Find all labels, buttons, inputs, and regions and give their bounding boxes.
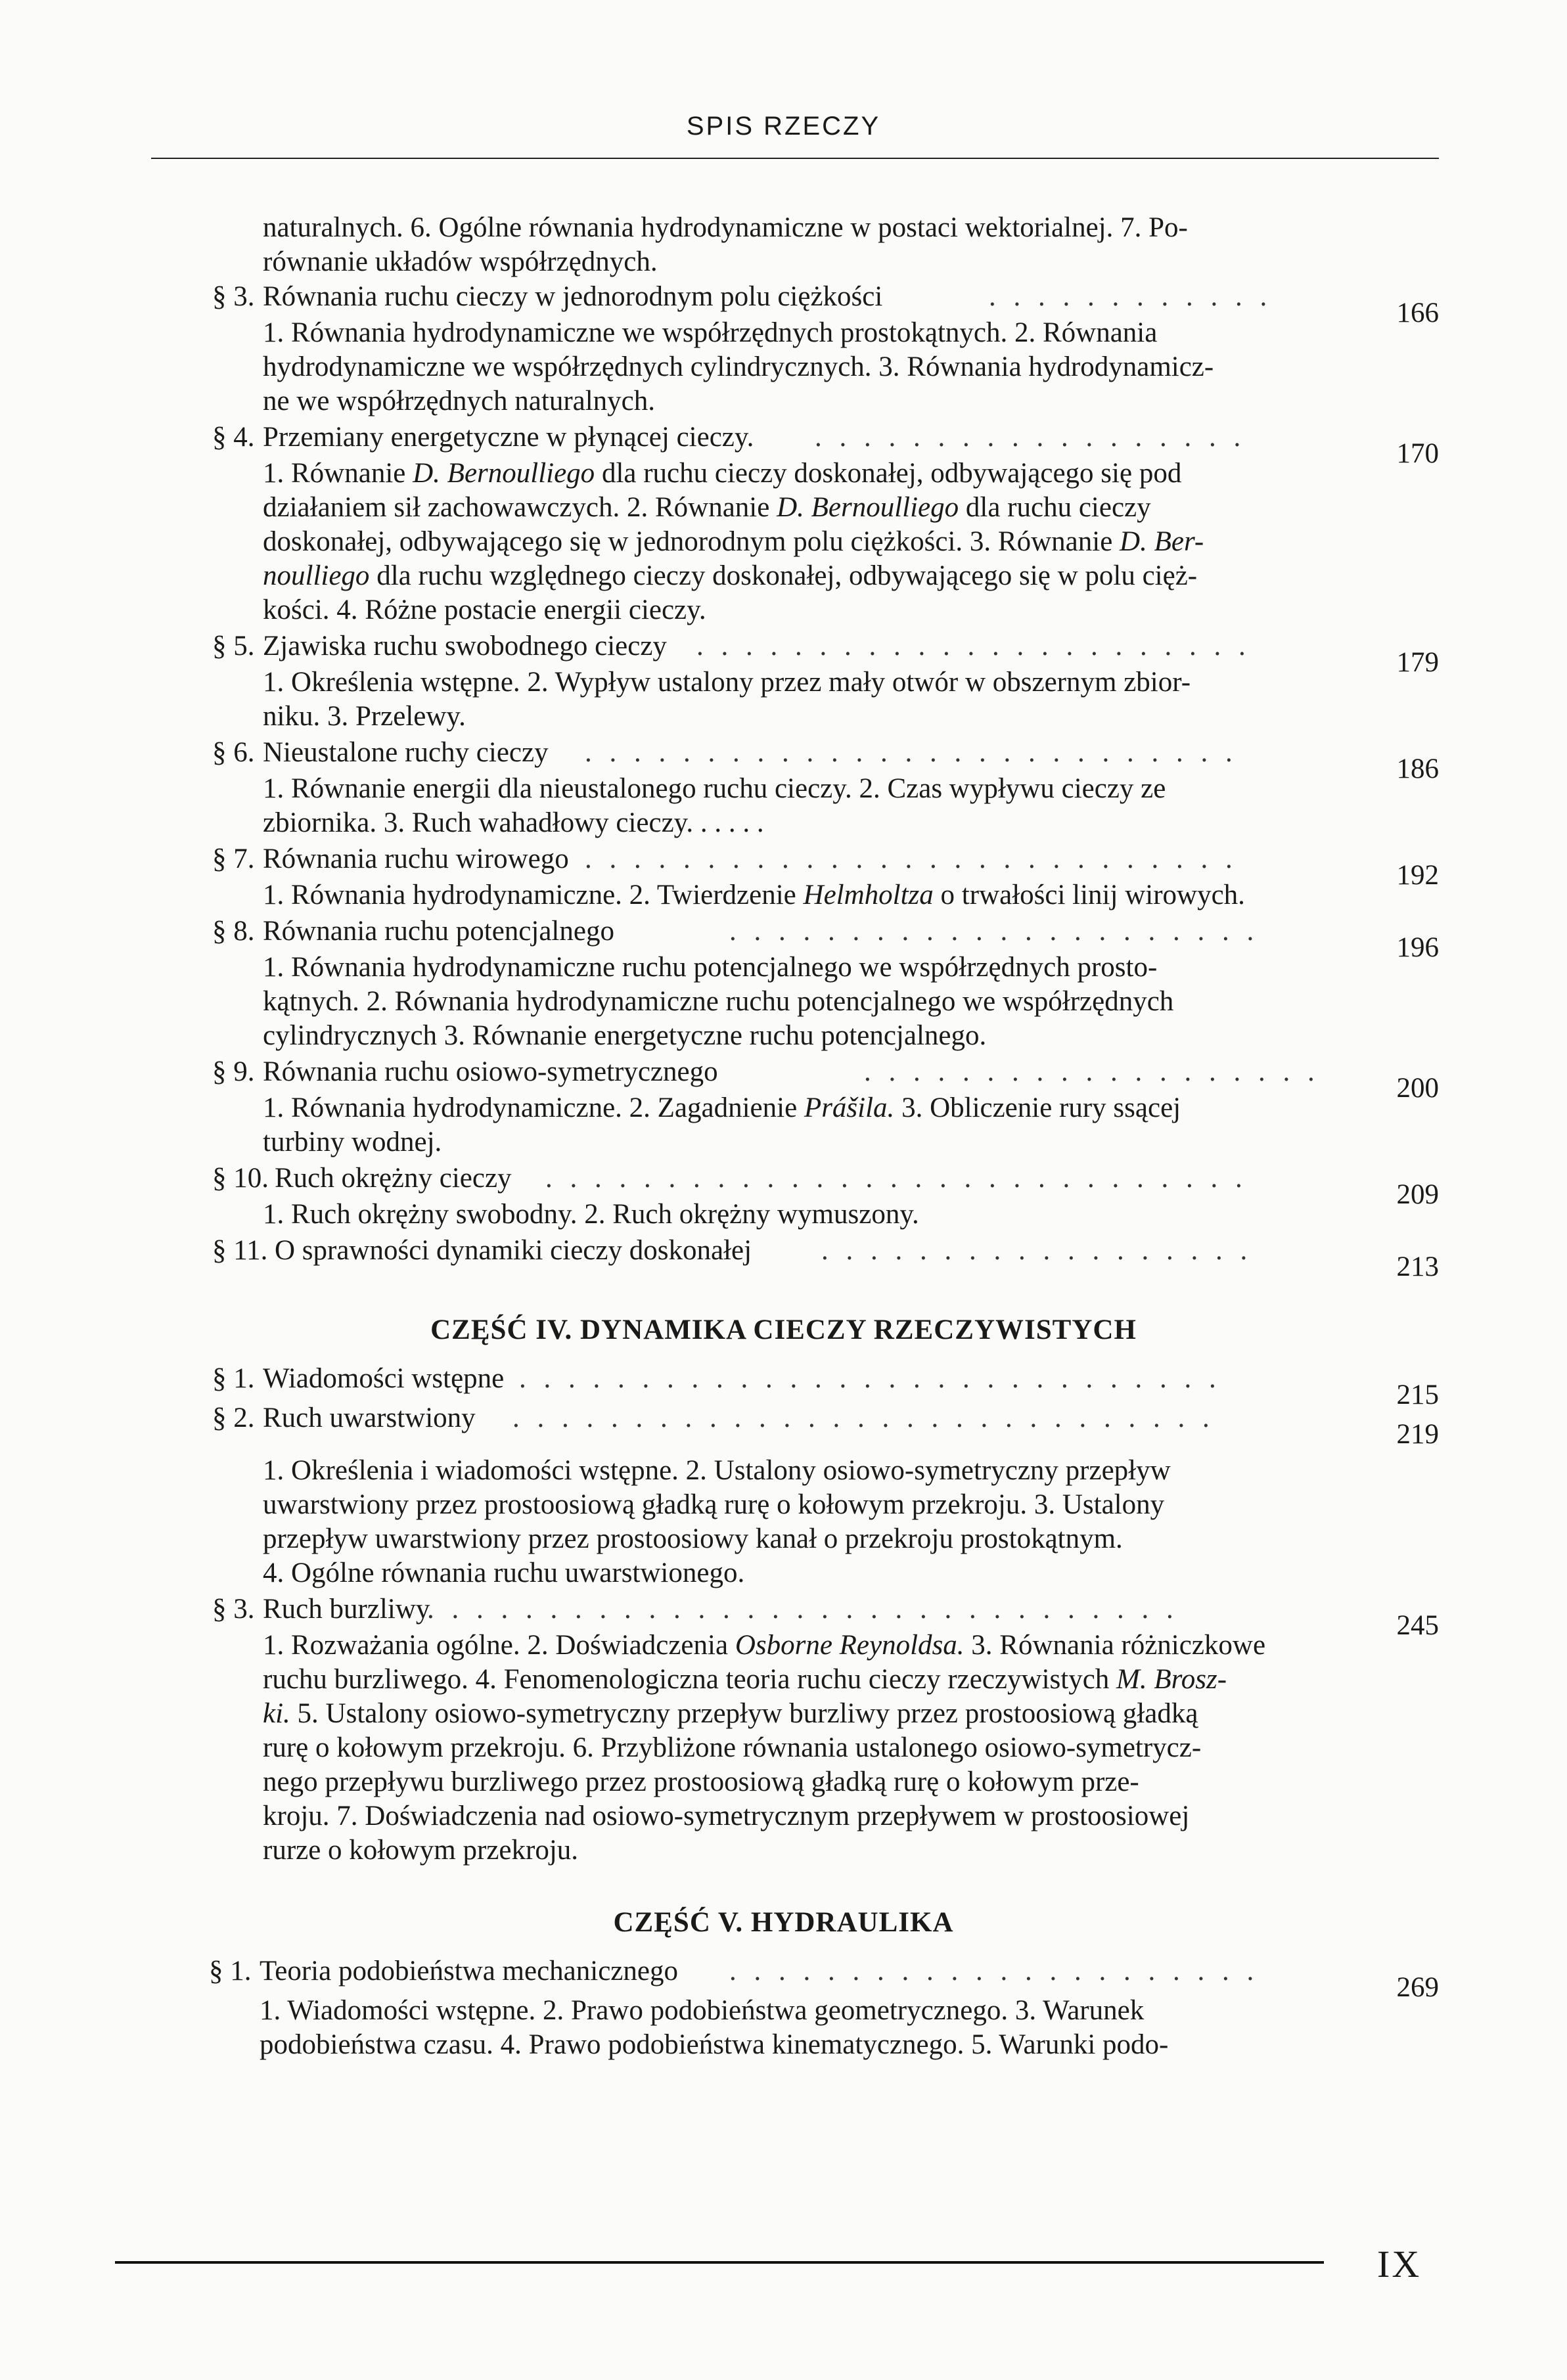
folio-page-number: IX: [1377, 2243, 1422, 2285]
toc-text-run: dla ruchu względnego cieczy doskonałej, odbywającego się w polu cięż-: [376, 560, 1198, 591]
toc-text: uwarstwiony przez prostoosiową gładką rurę o kołowym przekroju. 3. Ustalony: [263, 1489, 1165, 1520]
page-number: 186: [1396, 753, 1439, 784]
leader-dots: . . . . . . . . . . . . . . . . . . . . . .: [729, 1956, 1260, 1987]
toc-text: kątnych. 2. Równania hydrodynamiczne ruchu potencjalnego we współrzędnych: [263, 986, 1174, 1017]
toc-text: zbiornika. 3. Ruch wahadłowy cieczy. . . . . .: [263, 807, 764, 838]
toc-text-italic: Ber-: [1154, 526, 1204, 557]
toc-text: podobieństwa czasu. 4. Prawo podobieństwa kinematycznego. 5. Warunki podo-: [260, 2029, 1169, 2060]
leader-dots: . . . . . . . . . . . .: [989, 281, 1273, 312]
section-number: § 8.: [212, 916, 255, 947]
toc-text: 1. Określenia wstępne. 2. Wypływ ustalony przez mały otwór w obszernym zbior-: [263, 667, 1191, 698]
part-heading: CZĘŚĆ IV. DYNAMIKA CIECZY RZECZYWISTYCH: [430, 1314, 1137, 1345]
toc-text-italic: D.: [1120, 526, 1147, 557]
toc-text: hydrodynamiczne we współrzędnych cylindrycznych. 3. Równania hydrodynamicz-: [263, 351, 1214, 382]
page-number: 269: [1396, 1972, 1439, 2003]
section-title: Ruch burzliwy: [263, 1594, 430, 1625]
toc-text: cylindrycznych 3. Równanie energetyczne ruchu potencjalnego.: [263, 1020, 987, 1051]
section-number: § 10.: [212, 1163, 269, 1194]
page-number: 209: [1396, 1179, 1439, 1210]
toc-text: rurę o kołowym przekroju. 6. Przybliżone równania ustalonego osiowo-symetrycz-: [263, 1732, 1202, 1763]
leader-dots: . . . . . . . . . . . . . . . . . . . . . . .: [696, 631, 1251, 662]
toc-text-italic: Bernoulliego: [811, 492, 959, 523]
page-number: 179: [1396, 647, 1439, 678]
leader-dots: . . . . . . . . . . . . . . . . . .: [815, 422, 1246, 453]
section-title: Teoria podobieństwa mechanicznego: [260, 1956, 678, 1987]
toc-text-run: 1. Równania hydrodynamiczne. 2. Zagadnienie: [263, 1092, 798, 1123]
toc-text-run: 5. Ustalony osiowo-symetryczny przepływ burzliwy przez prostoosiową gładką: [297, 1698, 1198, 1729]
toc-text: 1. Równania hydrodynamiczne ruchu potencjalnego we współrzędnych prosto-: [263, 952, 1158, 983]
toc-text-italic: D.: [777, 492, 804, 523]
page-number: 213: [1396, 1251, 1439, 1282]
toc-text-run: 3. Równania różniczkowe: [971, 1630, 1266, 1661]
leader-dots: . . . . . . . . . . . . . . . . . . .: [864, 1056, 1320, 1087]
toc-text-italic: M. Brosz-: [1116, 1664, 1227, 1695]
section-number: § 5.: [212, 631, 255, 662]
section-number: § 6.: [212, 737, 255, 768]
page-number: 219: [1396, 1419, 1439, 1450]
section-number: § 11.: [212, 1235, 268, 1266]
toc-text-run: 1. Równanie: [263, 458, 406, 489]
section-title: Równania ruchu cieczy w jednorodnym polu ciężkości: [263, 281, 883, 312]
section-title: Nieustalone ruchy cieczy: [263, 737, 549, 768]
toc-text: [263, 455, 1181, 493]
section-title: Równania ruchu potencjalnego: [263, 916, 614, 947]
section-number: § 3.: [212, 281, 255, 312]
page-number: 196: [1396, 932, 1439, 963]
section-title: Wiadomości wstępne: [263, 1363, 505, 1394]
toc-text: [263, 1627, 1265, 1665]
toc-text: 4. Ogólne równania ruchu uwarstwionego.: [263, 1558, 745, 1588]
toc-text-run: 1. Równania hydrodynamiczne. 2. Twierdzenie: [263, 880, 796, 910]
section-title: Równania ruchu wirowego: [263, 843, 569, 874]
toc-text-italic: noulliego: [263, 560, 370, 591]
section-number: § 1.: [212, 1363, 255, 1394]
toc-text-italic: Prášila.: [804, 1092, 895, 1123]
leader-dots: . . . . . . . . . . . . . . . . . . . . . . . . . . . . .: [519, 1363, 1221, 1394]
section-title: Równania ruchu osiowo-symetrycznego: [263, 1056, 718, 1087]
toc-text: kości. 4. Różne postacie energii cieczy.: [263, 595, 706, 625]
section-title: Ruch okrężny cieczy: [275, 1163, 512, 1194]
toc-text: [263, 557, 1197, 595]
toc-text-italic: Helmholtza: [803, 880, 934, 910]
toc-text: [263, 1695, 1198, 1733]
footer-rule: [115, 2261, 1324, 2264]
leader-dots: . . . . . . . . . . . . . . . . . . . . . . . . . . . . .: [512, 1403, 1215, 1433]
toc-text: kroju. 7. Doświadczenia nad osiowo-symetrycznym przepływem w prostoosiowej: [263, 1801, 1190, 1831]
toc-text-italic: ki.: [263, 1698, 290, 1729]
page-number: 200: [1396, 1073, 1439, 1104]
toc-text: ne we współrzędnych naturalnych.: [263, 386, 656, 416]
toc-text: rurze o kołowym przekroju.: [263, 1835, 579, 1866]
toc-text: 1. Wiadomości wstępne. 2. Prawo podobieństwa geometrycznego. 3. Warunek: [260, 1995, 1145, 2026]
section-title: Przemiany energetyczne w płynącej cieczy.: [263, 422, 754, 453]
toc-text-run: dla ruchu cieczy: [965, 492, 1151, 523]
toc-text: 1. Równanie energii dla nieustalonego ruchu cieczy. 2. Czas wypływu cieczy ze: [263, 773, 1166, 804]
leader-dots: . . . . . . . . . . . . . . . . . . . . . . . . . . . . . . .: [427, 1594, 1179, 1625]
section-number: § 7.: [212, 843, 255, 874]
leader-dots: . . . . . . . . . . . . . . . . . . . . . . . . . . . . .: [545, 1163, 1248, 1194]
page-header-title: SPIS RZECZY: [686, 112, 881, 141]
toc-text-run: doskonałej, odbywającego się w jednorodnym polu ciężkości. 3. Równanie: [263, 526, 1113, 557]
leader-dots: . . . . . . . . . . . . . . . . . . . . . .: [729, 916, 1260, 947]
toc-text: [263, 876, 1245, 914]
toc-text: 1. Ruch okrężny swobodny. 2. Ruch okrężny wymuszony.: [263, 1199, 919, 1230]
page-number: 245: [1396, 1610, 1439, 1641]
toc-text-italic: D.: [413, 458, 440, 489]
page-number: 215: [1396, 1380, 1439, 1410]
toc-text: 1. Równania hydrodynamiczne we współrzędnych prostokątnych. 2. Równania: [263, 317, 1158, 348]
page-number: 166: [1396, 298, 1439, 328]
toc-text: przepływ uwarstwiony przez prostoosiowy kanał o przekroju prostokątnym.: [263, 1523, 1123, 1554]
toc-text-run: 1. Rozważania ogólne. 2. Doświadczenia: [263, 1630, 729, 1661]
section-title: Zjawiska ruchu swobodnego cieczy: [263, 631, 667, 662]
page-number: 170: [1396, 438, 1439, 469]
section-number: § 4.: [212, 422, 255, 453]
toc-text: [263, 489, 1151, 527]
toc-text-italic: Osborne Reynoldsa.: [735, 1630, 965, 1661]
section-number: § 2.: [212, 1403, 255, 1433]
leader-dots: . . . . . . . . . . . . . . . . . . . . . . . . . . .: [585, 843, 1238, 874]
section-title: O sprawności dynamiki cieczy doskonałej: [275, 1235, 752, 1266]
toc-text: równanie układów współrzędnych.: [263, 246, 658, 277]
toc-text: [263, 1089, 1181, 1127]
leader-dots: . . . . . . . . . . . . . . . . . .: [821, 1235, 1253, 1266]
toc-text-run: ruchu burzliwego. 4. Fenomenologiczna teoria ruchu cieczy rzeczywistych: [263, 1664, 1110, 1695]
part-heading: CZĘŚĆ V. HYDRAULIKA: [613, 1907, 954, 1938]
section-number: § 9.: [212, 1056, 255, 1087]
section-number: § 1.: [209, 1956, 252, 1987]
section-number: § 3.: [212, 1594, 255, 1625]
toc-text-italic: Bernoulliego: [447, 458, 595, 489]
section-title: Ruch uwarstwiony: [263, 1403, 476, 1433]
header-rule: [151, 158, 1439, 159]
leader-dots: . . . . . . . . . . . . . . . . . . . . . . . . . . .: [585, 737, 1238, 768]
toc-text: nego przepływu burzliwego przez prostoosiową gładką rurę o kołowym prze-: [263, 1766, 1139, 1797]
page-number: 192: [1396, 860, 1439, 891]
toc-text: 1. Określenia i wiadomości wstępne. 2. Ustalony osiowo-symetryczny przepływ: [263, 1455, 1171, 1486]
toc-text: niku. 3. Przelewy.: [263, 701, 466, 732]
toc-text-run: działaniem sił zachowawczych. 2. Równanie: [263, 492, 770, 523]
toc-text-run: o trwałości linij wirowych.: [940, 880, 1245, 910]
toc-text-run: 3. Obliczenie rury ssącej: [901, 1092, 1181, 1123]
toc-text: naturalnych. 6. Ogólne równania hydrodynamiczne w postaci wektorialnej. 7. Po-: [263, 212, 1188, 243]
toc-text: [263, 1661, 1227, 1699]
toc-text-run: dla ruchu cieczy doskonałej, odbywającego się pod: [601, 458, 1182, 489]
toc-text: [263, 523, 1204, 561]
toc-text: turbiny wodnej.: [263, 1127, 442, 1157]
